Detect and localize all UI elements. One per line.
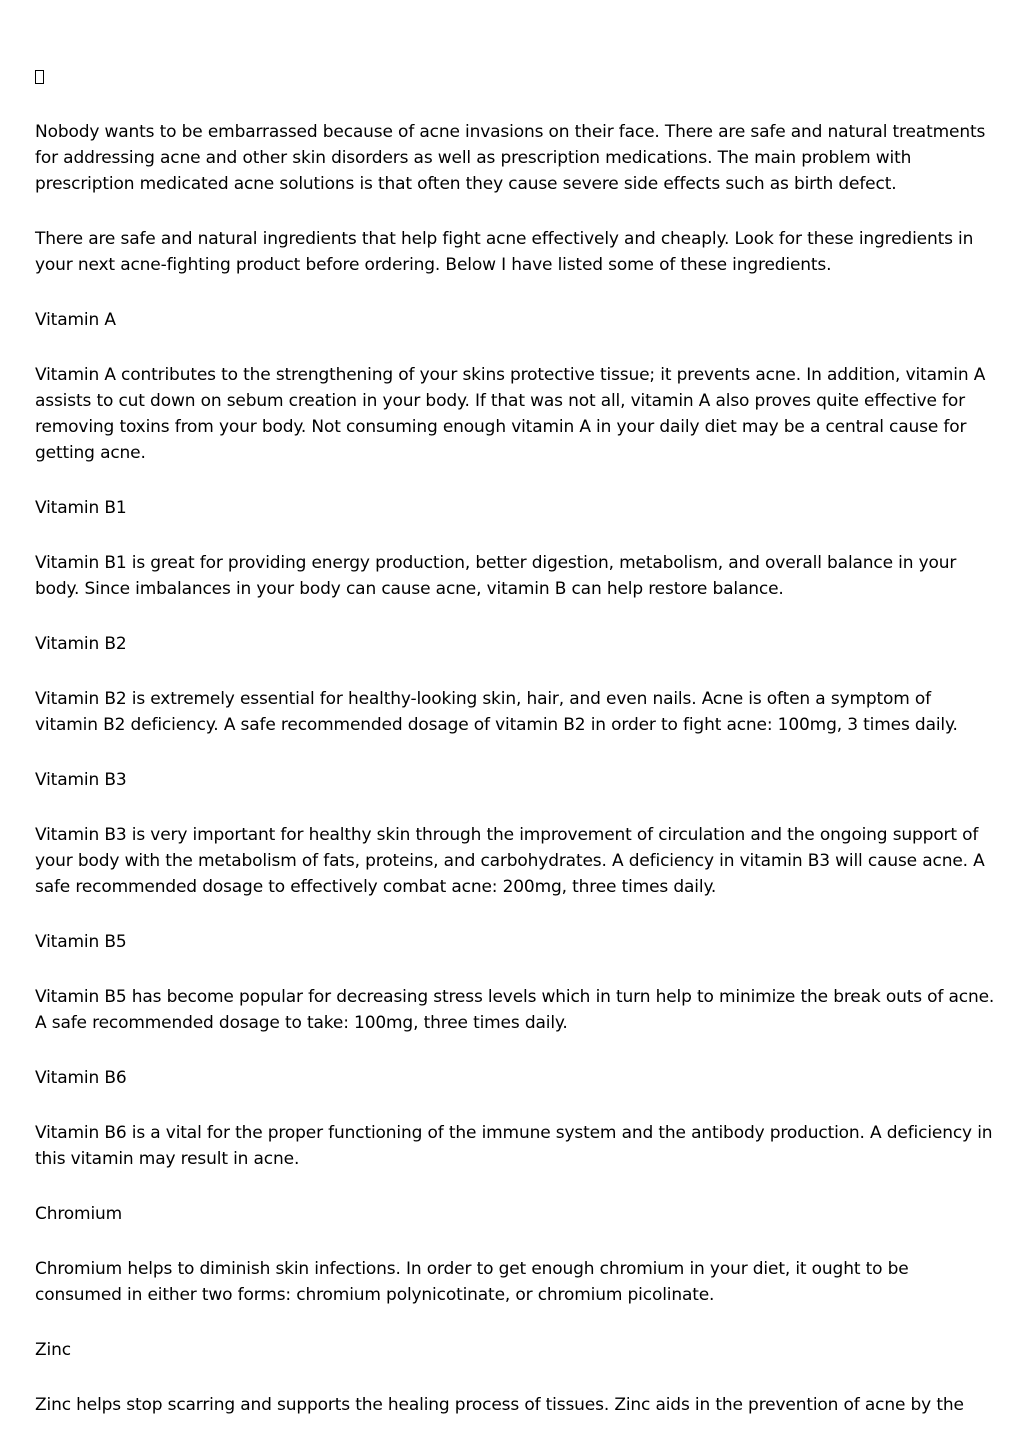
vitamin-b3-text-after: to effectively combat acne: 200mg, three times daily. [268, 877, 717, 897]
intro-paragraph: Nobody wants to be embarrassed because of acne invasions on their face. There are safe and natural treatments for addressing acne and other skin disorders as well as prescription medications. The main problem with prescription medicated acne solutions is that often they cause severe side effects such as birth defect. [35, 122, 986, 194]
vitamin-a-paragraph: Vitamin A contributes to the strengthening of your skins protective tissue; it prevents acne. In addition, vitamin A assists to cut down on sebum creation in your body. If that was not all, vitamin A also proves quite effective for removing toxins from your body. Not consuming enough vitamin A in your daily diet may be a central cause for getting acne. [35, 365, 986, 463]
heading-vitamin-b5: Vitamin B5 [35, 932, 127, 952]
heading-vitamin-b1: Vitamin B1 [35, 498, 127, 518]
zinc-paragraph: Zinc helps stop scarring and supports the healing process of tissues. Zinc aids in the prevention of acne by the [35, 1395, 964, 1415]
glyph-box-icon [35, 70, 44, 84]
heading-vitamin-b3: Vitamin B3 [35, 770, 127, 790]
vitamin-b5-paragraph: Vitamin B5 has become popular for decreasing stress levels which in turn help to minimize the break outs of acne. A safe recommended dosage to take: 100mg, three times daily. [35, 987, 995, 1033]
vitamin-b6-paragraph: Vitamin B6 is a vital for the proper functioning of the immune system and the antibody production. A deficiency in this vitamin may result in acne. [35, 1123, 993, 1169]
heading-vitamin-b6: Vitamin B6 [35, 1068, 127, 1088]
missing-glyph-icon [35, 66, 995, 86]
document-page [35, 66, 995, 1418]
heading-vitamin-b2: Vitamin B2 [35, 634, 127, 654]
ingredients-intro-paragraph: There are safe and natural ingredients that help fight acne effectively and cheaply. Look for these ingredients in your next acne-fighting product before ordering. Below I have listed some of these ingredients. [35, 229, 974, 275]
heading-zinc: Zinc [35, 1340, 71, 1360]
vitamin-b1-paragraph: Vitamin B1 is great for providing energy production, better digestion, metabolism, and overall balance in your body. Since imbalances in your body can cause acne, vitamin B can help restore balance. [35, 553, 957, 599]
vitamin-b3-paragraph [35, 822, 995, 900]
heading-vitamin-a: Vitamin A [35, 310, 116, 330]
heading-chromium: Chromium [35, 1204, 123, 1224]
chromium-paragraph: Chromium helps to diminish skin infections. In order to get enough chromium in your diet, it ought to be consumed in either two forms: chromium polynicotinate, or chromium picolinate. [35, 1259, 909, 1305]
vitamin-b3-text-before: Vitamin B3 is very important for healthy skin through the improvement of circulation and the ongoing support of your body with the metabolism of fats, proteins, and carbohydrates. A deficiency in vitamin B3 will cause acne. A safe recommended dosage [35, 825, 985, 897]
vitamin-b2-paragraph: Vitamin B2 is extremely essential for healthy-looking skin, hair, and even nails. Acne is often a symptom of vitamin B2 deficiency. A safe recommended dosage of vitamin B2 in order to fight acne: 100mg, 3 times daily. [35, 689, 958, 735]
